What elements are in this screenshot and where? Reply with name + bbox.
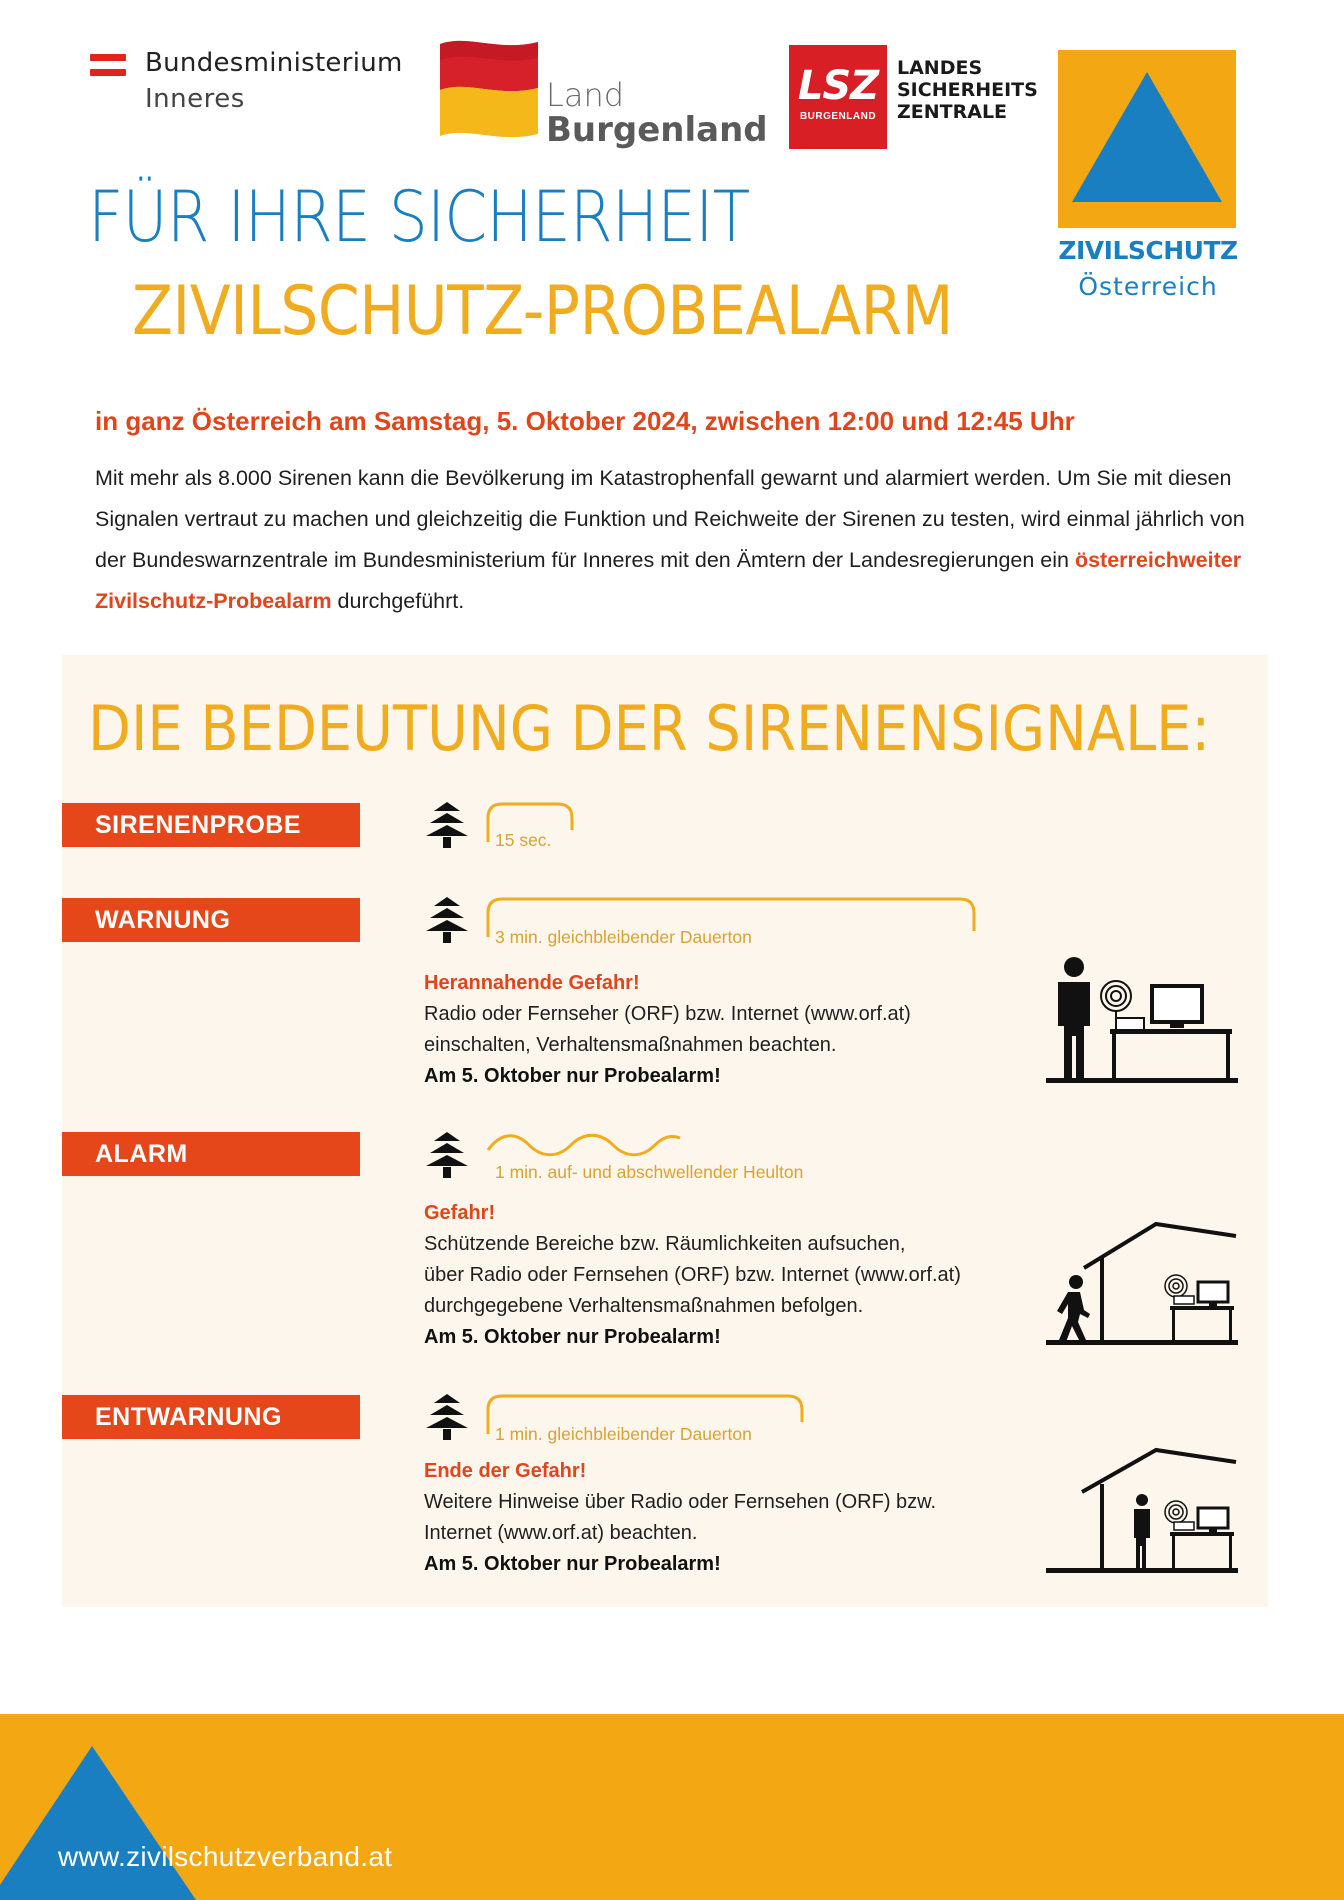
radio-icon xyxy=(1165,1501,1187,1523)
label-entwarnung: ENTWARNUNG xyxy=(62,1395,360,1439)
duration-warnung: 3 min. gleichbleibender Dauerton xyxy=(495,927,752,947)
wailing-tone-icon xyxy=(486,1130,686,1160)
intro-paragraph xyxy=(95,458,1265,622)
floor-line xyxy=(1046,1078,1238,1083)
lsz-region: BURGENLAND xyxy=(799,111,877,122)
bmi-name-line2: Inneres xyxy=(145,84,245,114)
zivilschutz-country: Österreich xyxy=(1078,272,1218,301)
floor-line xyxy=(1046,1568,1238,1573)
lsz-logo xyxy=(789,45,1049,149)
description-entwarnung xyxy=(424,1456,1044,1580)
zivilschutz-emblem xyxy=(1058,50,1236,228)
person-entering-house-illustration xyxy=(1046,1218,1238,1346)
page-title-line1: FÜR IHRE SICHERHEIT xyxy=(88,176,750,258)
lsz-badge xyxy=(789,45,887,149)
text-alarm-3: durchgegebene Verhaltensmaßnahmen befolgen. xyxy=(424,1295,864,1317)
lsz-abbreviation: LSZ xyxy=(797,63,879,109)
person-walking-icon xyxy=(1057,1275,1090,1342)
burgenland-line2: Burgenland xyxy=(546,110,768,150)
burgenland-logo xyxy=(438,38,768,150)
date-subtitle: in ganz Österreich am Samstag, 5. Oktober 2024, zwischen 12:00 und 12:45 Uhr xyxy=(95,406,1075,436)
radio-box xyxy=(1116,1018,1144,1030)
lsz-line2: SICHERHEITS xyxy=(897,79,1038,101)
person-inside-house-illustration xyxy=(1046,1446,1238,1574)
note-alarm: Am 5. Oktober nur Probealarm! xyxy=(424,1326,721,1348)
radio-icon xyxy=(1165,1275,1187,1297)
label-sirenenprobe: SIRENENPROBE xyxy=(62,803,360,847)
note-warnung: Am 5. Oktober nur Probealarm! xyxy=(424,1065,721,1087)
text-entwarnung-1: Weitere Hinweise über Radio oder Fernsehen (ORF) bzw. xyxy=(424,1491,937,1513)
person-radio-tv-illustration xyxy=(1046,956,1238,1084)
label-warnung: WARNUNG xyxy=(62,898,360,942)
person-icon xyxy=(1058,957,1090,1080)
lsz-line1: LANDES xyxy=(897,57,983,79)
heading-alarm: Gefahr! xyxy=(424,1202,496,1224)
text-alarm-1: Schützende Bereiche bzw. Räumlichkeiten aufsuchen, xyxy=(424,1233,906,1255)
bmi-name-line1: Bundesministerium xyxy=(145,48,403,78)
tv-icon xyxy=(1152,986,1202,1028)
intro-highlight: österreichweiter Zivilschutz-Probealarm xyxy=(95,548,1242,613)
siren-icon xyxy=(424,895,470,945)
duration-sirenenprobe: 15 sec. xyxy=(495,830,552,850)
austria-flag-icon xyxy=(90,54,126,76)
text-warnung-2: einschalten, Verhaltensmaßnahmen beachten. xyxy=(424,1034,837,1056)
table-top xyxy=(1110,1029,1232,1034)
tv-icon xyxy=(1198,1282,1228,1306)
floor-line xyxy=(1046,1340,1238,1345)
burgenland-line1: Land xyxy=(546,76,625,114)
zivilschutz-triangle-icon xyxy=(1058,50,1236,228)
intro-text-end: durchgeführt. xyxy=(331,589,465,613)
note-entwarnung: Am 5. Oktober nur Probealarm! xyxy=(424,1553,721,1575)
heading-entwarnung: Ende der Gefahr! xyxy=(424,1460,587,1482)
text-alarm-2: über Radio oder Fernsehen (ORF) bzw. Internet (www.orf.at) xyxy=(424,1264,961,1286)
siren-icon xyxy=(424,800,470,850)
text-warnung-1: Radio oder Fernseher (ORF) bzw. Internet (www.orf.at) xyxy=(424,1003,911,1025)
duration-entwarnung: 1 min. gleichbleibender Dauerton xyxy=(495,1424,752,1444)
signals-title: DIE BEDEUTUNG DER SIRENENSIGNALE: xyxy=(88,692,1211,765)
lsz-line3: ZENTRALE xyxy=(897,101,1008,123)
siren-icon xyxy=(424,1130,470,1180)
duration-alarm: 1 min. auf- und abschwellender Heulton xyxy=(495,1162,804,1182)
bmi-logo xyxy=(90,48,430,120)
tv-icon xyxy=(1198,1508,1228,1532)
burgenland-flag-icon xyxy=(438,38,542,138)
label-alarm: ALARM xyxy=(62,1132,360,1176)
zivilschutz-logo xyxy=(1058,50,1238,310)
description-alarm xyxy=(424,1198,1044,1353)
siren-icon xyxy=(424,1392,470,1442)
page-title-line2: ZIVILSCHUTZ-PROBEALARM xyxy=(132,272,953,351)
zivilschutz-name: ZIVILSCHUTZ xyxy=(1058,236,1238,265)
heading-warnung: Herannahende Gefahr! xyxy=(424,972,640,994)
footer-website-link[interactable]: www.zivilschutzverband.at xyxy=(58,1841,393,1872)
text-entwarnung-2: Internet (www.orf.at) beachten. xyxy=(424,1522,698,1544)
lsz-name xyxy=(897,57,1038,123)
person-icon xyxy=(1134,1494,1150,1568)
intro-text: Mit mehr als 8.000 Sirenen kann die Bevölkerung im Katastrophenfall gewarnt und alarmiert werden. Um Sie mit diesen Signalen vertraut zu machen und gleichzeitig die Funktion und Reichweite der Sirenen zu testen, wird einmal jährlich von der Bundeswarnzentrale im Bundesministerium für Inneres mit den Ämtern der Landesregierungen ein xyxy=(95,466,1245,572)
description-warnung xyxy=(424,968,1044,1092)
